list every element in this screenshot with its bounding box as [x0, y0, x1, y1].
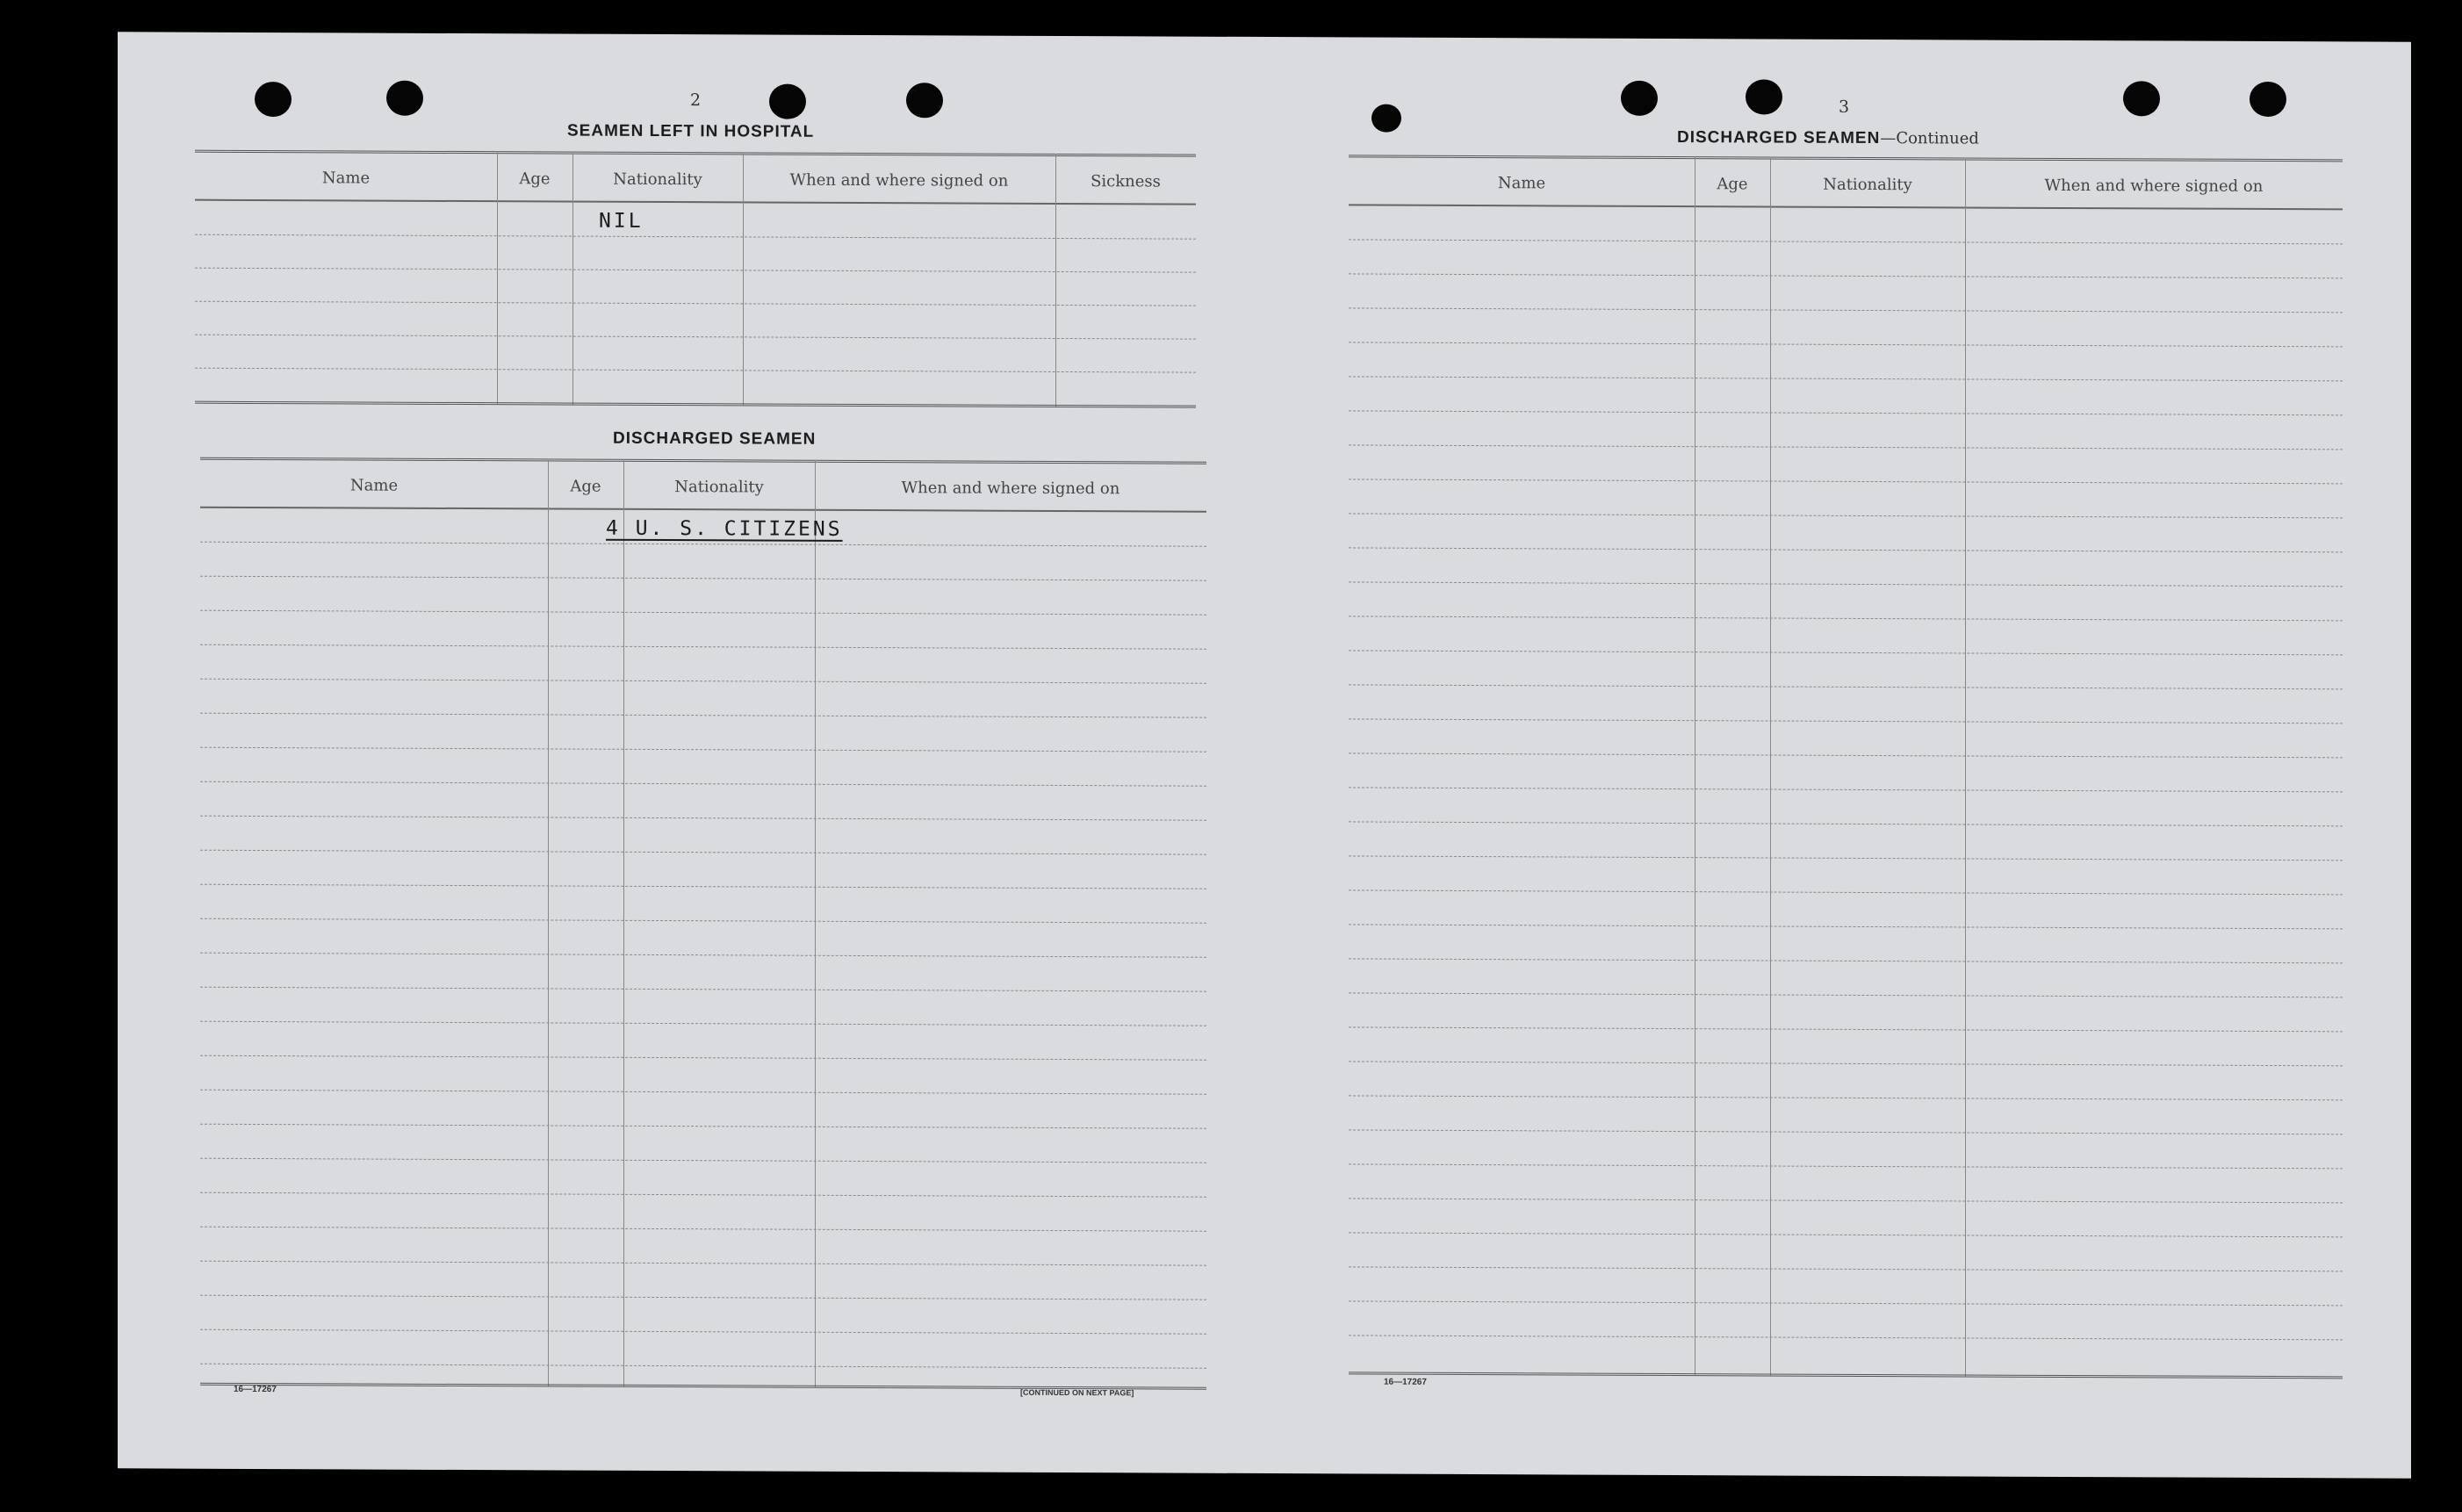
table-row-line: [1349, 479, 2343, 484]
table-row-line: [200, 644, 1206, 650]
table-row-line: [200, 884, 1206, 889]
table-row-line: [1349, 1266, 2343, 1271]
column-header: Name: [321, 169, 371, 188]
table-row-line: [200, 1090, 1206, 1095]
column-header: Age: [519, 169, 551, 189]
column-header: Nationality: [613, 169, 702, 190]
table-header: [200, 464, 1206, 513]
table-row-line: [200, 1158, 1206, 1163]
column-header: When and where signed on: [2044, 176, 2264, 196]
table-row-line: [1349, 1061, 2343, 1066]
column-header: Age: [1717, 175, 1748, 194]
table-row-line: [1349, 1129, 2343, 1134]
table-row-line: [200, 679, 1206, 684]
table-row-line: [200, 953, 1206, 958]
table-row-line: [1349, 684, 2343, 689]
table-row-line: [200, 576, 1206, 581]
table-row-line: [1349, 924, 2343, 929]
right-title-suffix: —Continued: [1880, 129, 1979, 148]
table-row-line: [200, 816, 1206, 821]
table-row-line: [1349, 307, 2343, 313]
discharged-table-right: [1349, 155, 2343, 1379]
right-section-title: [1677, 128, 1979, 149]
table-row-line: [200, 713, 1206, 718]
table-row-line: [1349, 821, 2343, 826]
table-row-line: [1349, 992, 2343, 997]
punch-hole: [1621, 81, 1658, 116]
form-number-left: 16—17267: [234, 1384, 277, 1395]
table-row-line: [1349, 616, 2343, 621]
table-row-line: [200, 1192, 1206, 1198]
column-header: When and where signed on: [901, 479, 1120, 499]
table-row-line: [200, 781, 1206, 787]
form-number-right: 16—17267: [1384, 1377, 1427, 1387]
table-row-line: [200, 1227, 1206, 1232]
table-row-line: [1349, 787, 2343, 792]
punch-hole: [255, 82, 292, 117]
continued-note: [CONTINUED ON NEXT PAGE]: [1020, 1387, 1134, 1398]
column-header: When and where signed on: [789, 170, 1009, 191]
table-row-line: [1349, 239, 2343, 244]
hospital-table: [195, 150, 1196, 409]
table-row-line: [200, 1261, 1206, 1266]
hospital-entry: NIL: [599, 209, 644, 233]
table-row-line: [1349, 444, 2343, 450]
punch-hole: [2250, 82, 2286, 117]
table-row-line: [200, 747, 1206, 752]
punch-hole: [1371, 104, 1401, 133]
page-number-right: 3: [1839, 97, 1850, 117]
table-row-line: [200, 850, 1206, 855]
table-row-line: [1349, 376, 2343, 381]
column-header: Sickness: [1091, 172, 1161, 191]
table-row-line: [200, 918, 1206, 924]
table-row-line: [1349, 650, 2343, 655]
table-row-line: [1349, 1198, 2343, 1203]
table-header: [1349, 162, 2343, 210]
table-row-line: [1349, 342, 2343, 347]
column-header: Age: [570, 477, 601, 496]
table-row-line: [1349, 547, 2343, 552]
table-row-line: [1349, 513, 2343, 518]
table-row-line: [1349, 1300, 2343, 1306]
page-number-left: 2: [690, 90, 702, 111]
table-row-line: [200, 610, 1206, 616]
table-row-line: [1349, 1335, 2343, 1340]
table-row-line: [1349, 889, 2343, 895]
punch-hole: [2123, 81, 2160, 116]
hospital-section-title: SEAMEN LEFT IN HOSPITAL: [567, 121, 815, 141]
discharged-section-title: DISCHARGED SEAMEN: [613, 428, 817, 449]
column-header: Nationality: [1823, 175, 1912, 195]
table-row-line: [200, 542, 1206, 547]
table-row-line: [1349, 581, 2343, 587]
table-row-line: [1349, 1026, 2343, 1032]
table-row-line: [1349, 273, 2343, 278]
table-row-line: [1349, 410, 2343, 415]
table-row-line: [1349, 718, 2343, 724]
table-row-line: [1349, 855, 2343, 860]
punch-hole: [906, 83, 943, 118]
table-row-line: [200, 1055, 1206, 1061]
table-row-line: [1349, 752, 2343, 758]
punch-hole: [1746, 79, 1782, 114]
table-row-line: [1349, 1163, 2343, 1169]
column-header: Nationality: [674, 478, 764, 497]
document-sheet: [118, 32, 2411, 1478]
table-row-line: [1349, 1232, 2343, 1237]
table-row-line: [1349, 958, 2343, 963]
table-row-line: [200, 1021, 1206, 1026]
right-title-main: DISCHARGED SEAMEN: [1677, 128, 1881, 148]
discharged-entry: 4 U. S. CITIZENS: [606, 516, 843, 541]
table-header: [195, 157, 1196, 205]
discharged-table-left: [200, 457, 1206, 1393]
table-row-line: [200, 1329, 1206, 1335]
table-row-line: [200, 987, 1206, 992]
table-row-line: [200, 1124, 1206, 1129]
table-row-line: [1349, 1095, 2343, 1100]
column-header: Name: [349, 476, 399, 495]
punch-hole: [769, 84, 806, 119]
table-row-line: [200, 1364, 1206, 1369]
table-row-line: [200, 1295, 1206, 1300]
punch-hole: [386, 81, 423, 116]
column-header: Name: [1497, 174, 1546, 193]
